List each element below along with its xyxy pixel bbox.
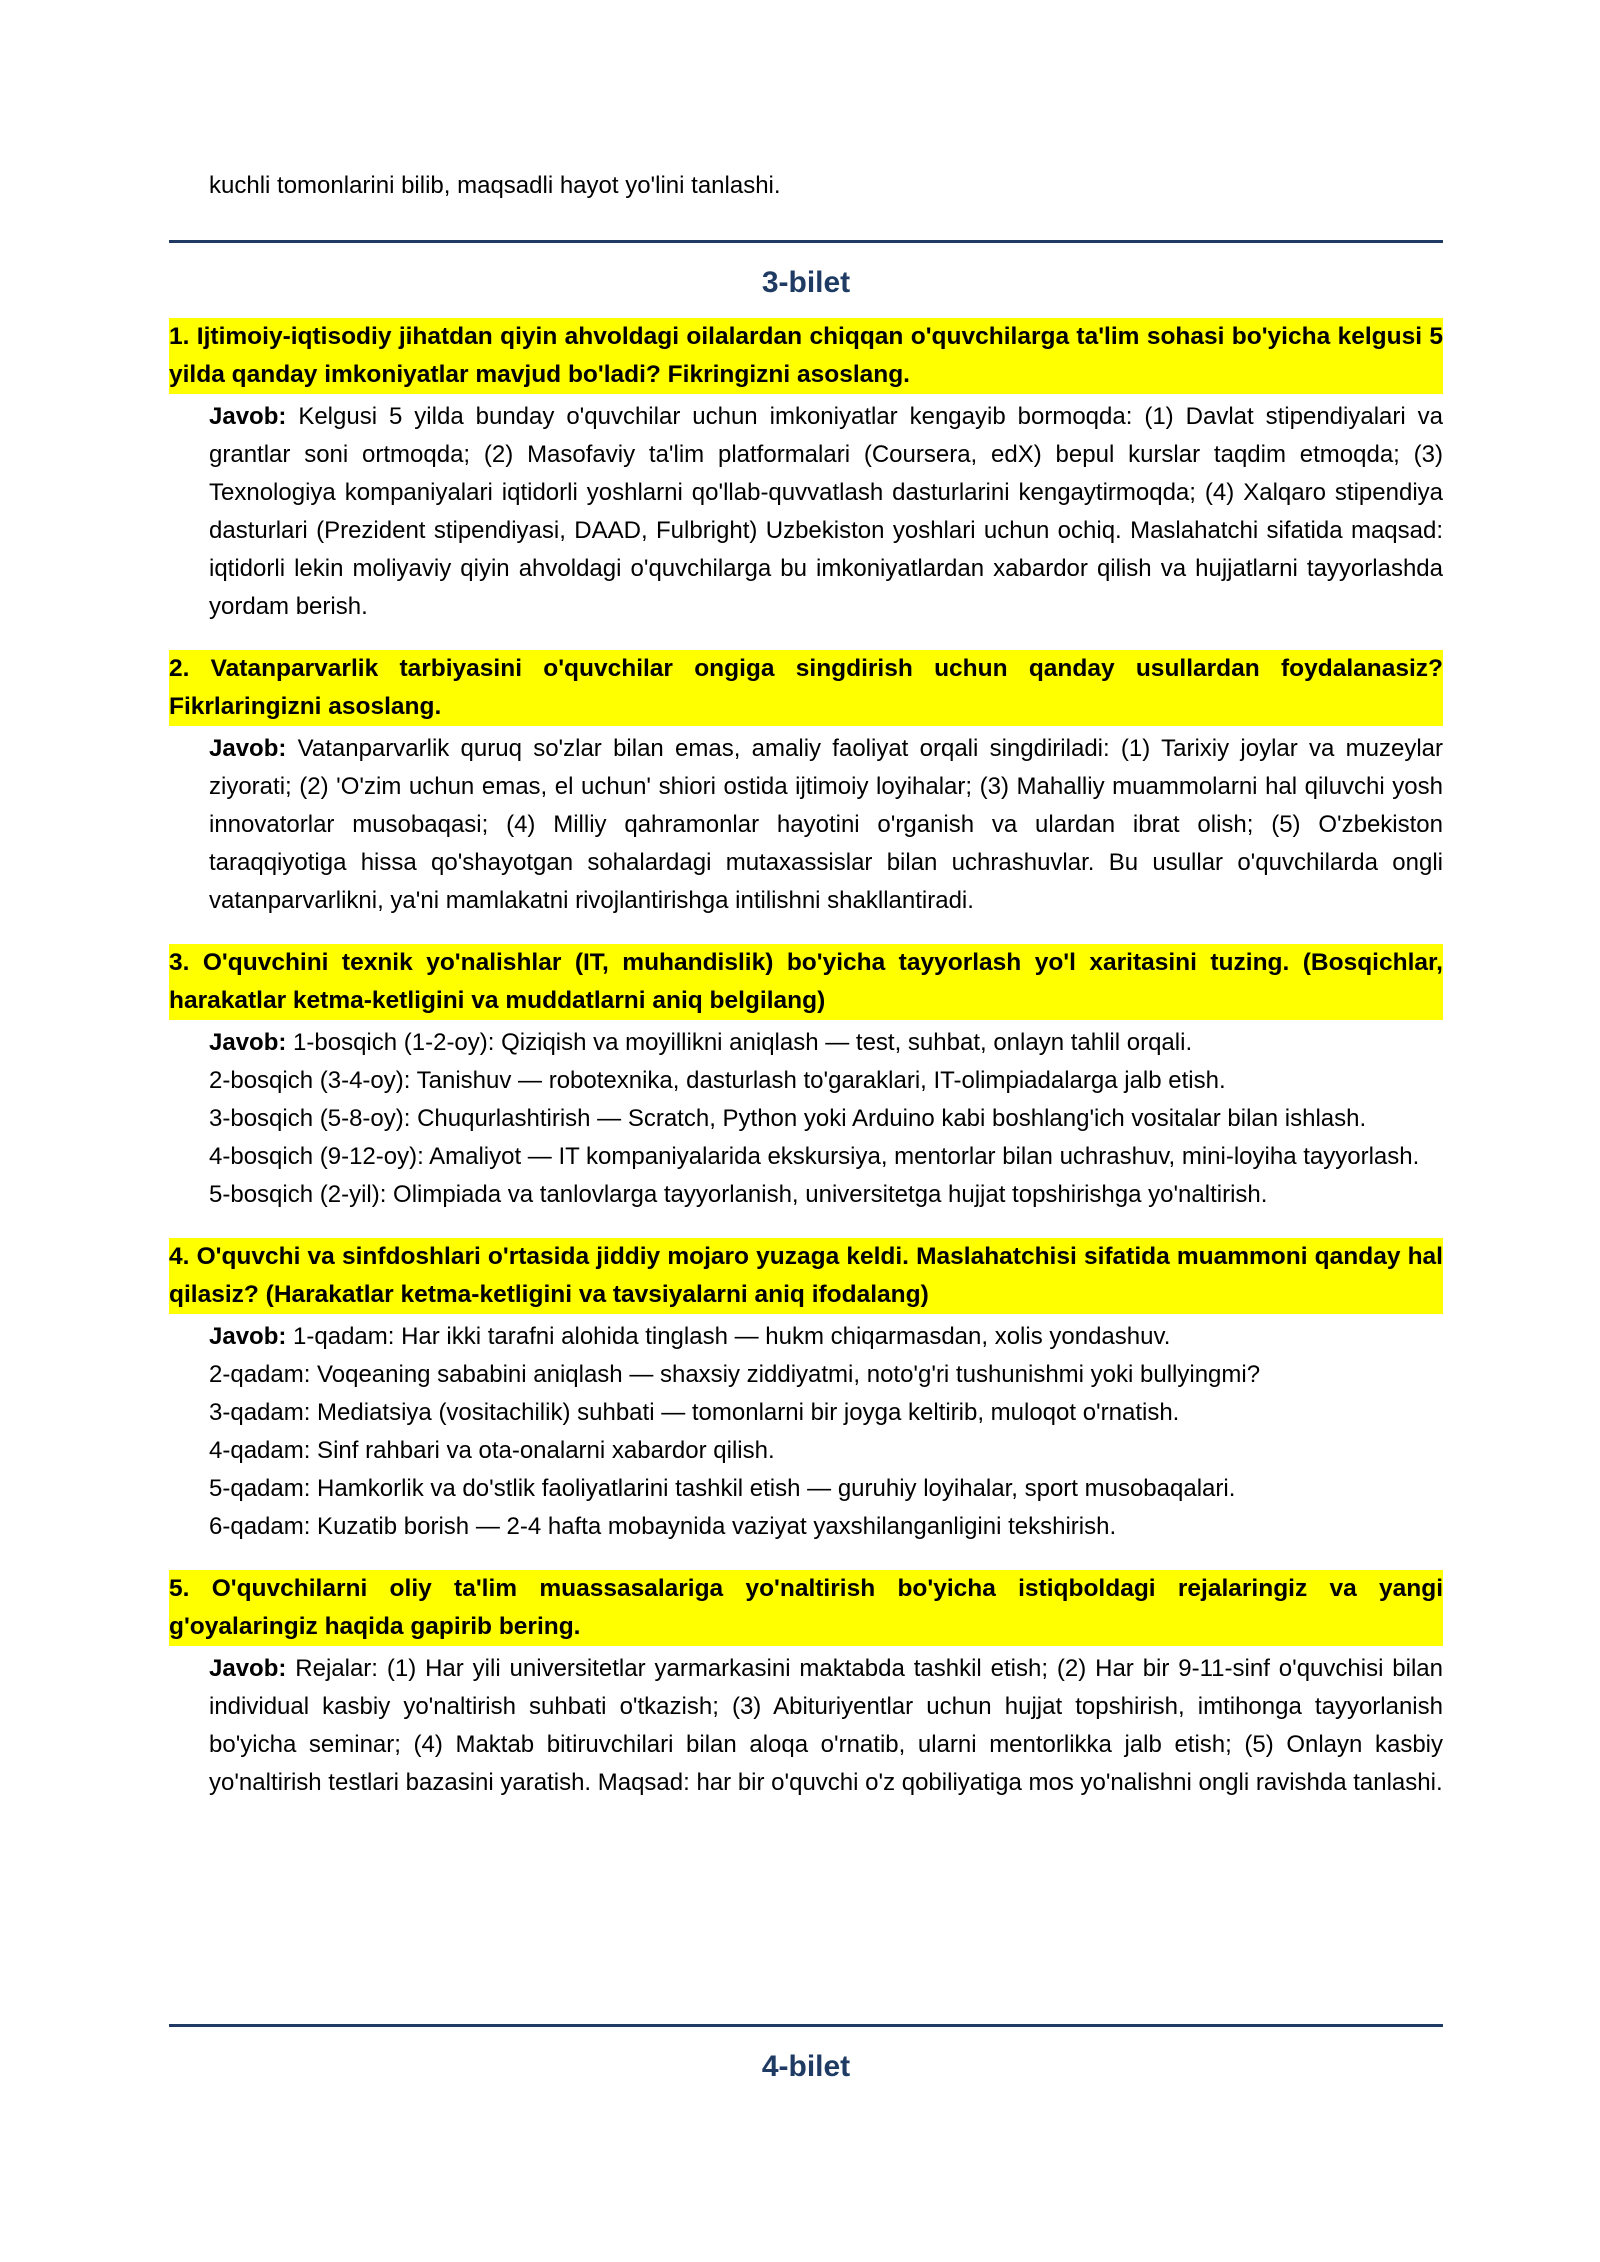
ticket-4-title: 4-bilet xyxy=(761,2050,851,2083)
answer-4-steps xyxy=(169,1318,1443,1546)
step-item xyxy=(209,1318,1443,1356)
answer-label: Javob: xyxy=(209,403,287,430)
step-item: 2-qadam: Voqeaning sababini aniqlash — shaxsiy ziddiyatmi, noto'g'ri tushunishmi yoki bullyingmi? xyxy=(209,1361,1261,1388)
question-1-block xyxy=(169,318,1443,626)
answer-3-steps xyxy=(169,1024,1443,1214)
ticket-3-content xyxy=(169,318,1443,1802)
answer-2 xyxy=(169,730,1443,920)
answer-label: Javob: xyxy=(209,735,287,762)
step-item: 2-bosqich (3-4-oy): Tanishuv — robotexnika, dasturlash to'garaklari, IT-olimpiadalarga jalb etish. xyxy=(209,1067,1226,1094)
step-item: 4-bosqich (9-12-oy): Amaliyot — IT kompaniyalarida ekskursiya, mentorlar bilan uchrashuv, mini-loyiha tayyorlash. xyxy=(209,1143,1420,1170)
question-4: 4. O'quvchi va sinfdoshlari o'rtasida jiddiy mojaro yuzaga keldi. Maslahatchisi sifatida muammoni qanday hal qilasiz? (Harakatlar ketma-ketligini va tavsiyalarni aniq ifodalang) xyxy=(169,1238,1443,1314)
question-3: 3. O'quvchini texnik yo'nalishlar (IT, muhandislik) bo'yicha tayyorlash yo'l xaritasini tuzing. (Bosqichlar, harakatlar ketma-ketligini va muddatlarni aniq belgilang) xyxy=(169,944,1443,1020)
step-item: 3-bosqich (5-8-oy): Chuqurlashtirish — Scratch, Python yoki Arduino kabi boshlang'ich vositalar bilan ishlash. xyxy=(209,1105,1367,1132)
step-text: 1-bosqich (1-2-oy): Qiziqish va moyillikni aniqlash — test, suhbat, onlayn tahlil orqali. xyxy=(293,1029,1193,1056)
question-3-block xyxy=(169,944,1443,1214)
answer-1 xyxy=(169,398,1443,626)
question-5-block xyxy=(169,1570,1443,1802)
question-2-block xyxy=(169,650,1443,920)
step-item: 5-qadam: Hamkorlik va do'stlik faoliyatlarini tashkil etish — guruhiy loyihalar, sport musobaqalari. xyxy=(209,1475,1236,1502)
answer-5 xyxy=(169,1650,1443,1802)
question-1: 1. Ijtimoiy-iqtisodiy jihatdan qiyin ahvoldagi oilalardan chiqqan o'quvchilarga ta'lim sohasi bo'yicha kelgusi 5 yilda qanday imkoniyatlar mavjud bo'ladi? Fikringizni asoslang. xyxy=(169,318,1443,394)
ticket-3-title: 3-bilet xyxy=(761,266,851,299)
step-item: 4-qadam: Sinf rahbari va ota-onalarni xabardor qilish. xyxy=(209,1437,775,1464)
question-5: 5. O'quvchilarni oliy ta'lim muassasalariga yo'naltirish bo'yicha istiqboldagi rejalaringiz va yangi g'oyalaringiz haqida gapirib bering. xyxy=(169,1570,1443,1646)
question-2: 2. Vatanparvarlik tarbiyasini o'quvchilar ongiga singdirish uchun qanday usullardan foydalanasiz? Fikrlaringizni asoslang. xyxy=(169,650,1443,726)
step-item: 6-qadam: Kuzatib borish — 2-4 hafta mobaynida vaziyat yaxshilanganligini tekshirish. xyxy=(209,1513,1117,1540)
answer-label: Javob: xyxy=(209,1323,287,1350)
answer-label: Javob: xyxy=(209,1655,287,1682)
section-divider-bottom xyxy=(169,2024,1443,2027)
answer-1-text: Kelgusi 5 yilda bunday o'quvchilar uchun imkoniyatlar kengayib bormoqda: (1) Davlat stipendiyalari va grantlar soni ortmoqda; (2) Masofaviy ta'lim platformalari (Coursera, edX) bepul kurslar taqdim etmoqda; (3) Texnologiya kompaniyalari iqtidorli yoshlarni qo'llab-quvvatlash dasturlarini kengaytirmoqda; (4) Xalqaro stipendiya dasturlari (Prezident stipendiyasi, DAAD, Fulbright) Uzbekiston yoshlari uchun ochiq. Maslahatchi sifatida maqsad: iqtidorli lekin moliyaviy qiyin ahvoldagi o'quvchilarga bu imkoniyatlardan xabardor qilish va hujjatlarni tayyorlashda yordam berish. xyxy=(209,403,1444,620)
step-item: 3-qadam: Mediatsiya (vositachilik) suhbati — tomonlarni bir joyga keltirib, muloqot o'rnatish. xyxy=(209,1399,1180,1426)
answer-5-text: Rejalar: (1) Har yili universitetlar yarmarkasini maktabda tashkil etish; (2) Har bir 9-11-sinf o'quvchisi bilan individual kasbiy yo'naltirish suhbati o'tkazish; (3) Abituriyentlar uchun hujjat topshirish, imtihonga tayyorlanish bo'yicha seminar; (4) Maktab bitiruvchilari bilan aloqa o'rnatib, ularni mentorlikka jalb etish; (5) Onlayn kasbiy yo'naltirish testlari bazasini yaratish. Maqsad: har bir o'quvchi o'z qobiliyatiga mos yo'nalishni ongli ravishda tanlashi. xyxy=(209,1655,1443,1796)
answer-2-text: Vatanparvarlik quruq so'zlar bilan emas, amaliy faoliyat orqali singdiriladi: (1) Tarixiy joylar va muzeylar ziyorati; (2) 'O'zim uchun emas, el uchun' shiori ostida ijtimoiy loyihalar; (3) Mahalliy muammolarni hal qiluvchi yosh innovatorlar musobaqasi; (4) Milliy qahramonlar hayotini o'rganish va ulardan ibrat olish; (5) O'zbekiston taraqqiyotiga hissa qo'shayotgan sohalardagi mutaxassislar bilan uchrashuvlar. Bu usullar o'quvchilarda ongli vatanparvarlikni, ya'ni mamlakatni rivojlantirishga intilishni shakllantiradi. xyxy=(209,735,1443,914)
continuation-text: kuchli tomonlarini bilib, maqsadli hayot yo'lini tanlashi. xyxy=(209,172,781,199)
step-item xyxy=(209,1024,1443,1062)
step-item: 5-bosqich (2-yil): Olimpiada va tanlovlarga tayyorlanish, universitetga hujjat topshirishga yo'naltirish. xyxy=(209,1181,1268,1208)
question-4-block xyxy=(169,1238,1443,1546)
step-text: 1-qadam: Har ikki tarafni alohida tinglash — hukm chiqarmasdan, xolis yondashuv. xyxy=(293,1323,1171,1350)
answer-label: Javob: xyxy=(209,1029,287,1056)
section-divider-top xyxy=(169,240,1443,243)
